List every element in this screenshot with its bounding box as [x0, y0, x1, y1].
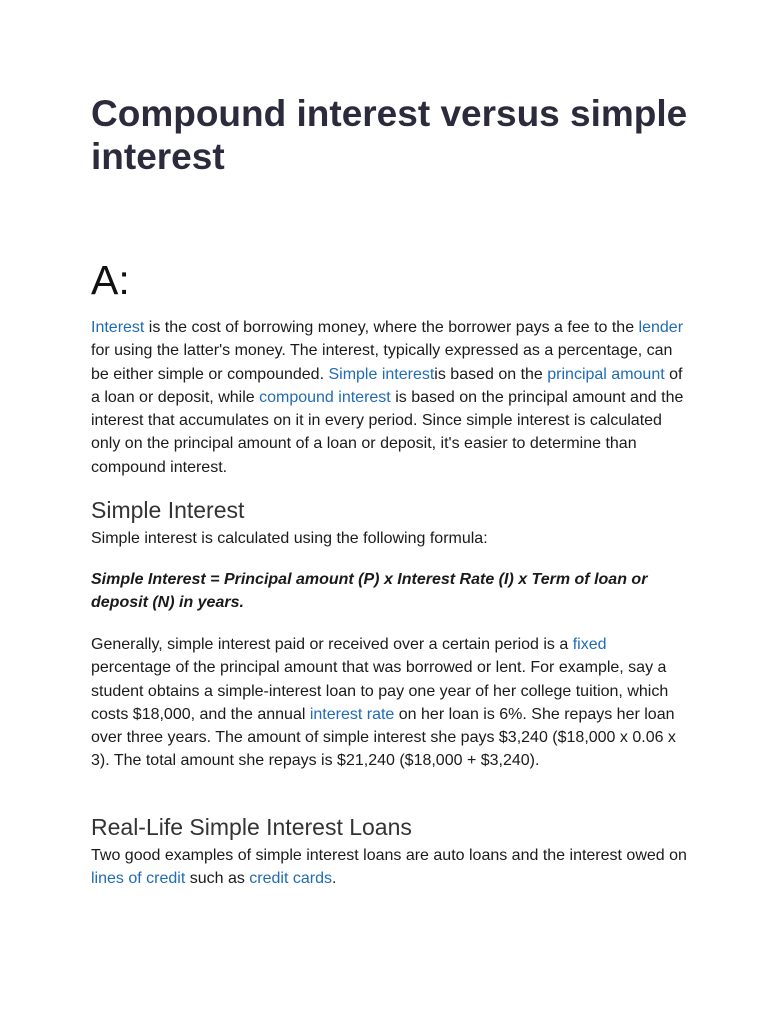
intro-text-3: is based on the: [434, 365, 548, 383]
link-interest[interactable]: Interest: [91, 319, 145, 336]
intro-text-5: is based on the principal amount and the interest that accumulates on it in every period. Since simple interest is calculated only on the principal amount of a loan or deposit, it's easier to determine than compound interest.: [91, 388, 684, 476]
answer-label: A:: [91, 257, 130, 303]
example-text-1: Generally, simple interest paid or received over a certain period is a: [91, 636, 573, 653]
example-text-3: on her loan is 6%. She repays her loan over three years. The amount of simple interest she pays $3,240 ($18,000 x 0.06 x 3). The total amount she repays is $21,240 ($18,000 + $3,240).: [91, 705, 676, 770]
heading-real-life-loans: Real-Life Simple Interest Loans: [91, 814, 412, 840]
real-life-text-3: .: [332, 870, 337, 888]
link-credit-cards[interactable]: credit cards: [249, 870, 332, 888]
link-simple-interest[interactable]: Simple interest: [328, 365, 435, 383]
formula: Simple Interest = Principal amount (P) x Interest Rate (I) x Term of loan or deposit (N) in years.: [91, 571, 648, 612]
page-title: Compound interest versus simple interest: [91, 93, 688, 177]
intro-text-4: of a loan or deposit, while: [91, 365, 683, 406]
link-lines-of-credit[interactable]: lines of credit: [91, 870, 186, 888]
real-life-paragraph: [91, 844, 691, 891]
link-interest-rate[interactable]: interest rate: [309, 705, 395, 723]
heading-simple-interest: Simple Interest: [91, 497, 245, 523]
example-text-2: percentage of the principal amount that was borrowed or lent. For example, say a student obtains a simple-interest loan to pay one year of her college tuition, which costs $18,000, and the annual: [91, 659, 669, 723]
intro-paragraph: [91, 316, 691, 479]
real-life-text-1: Two good examples of simple interest loans are auto loans and the interest owed on: [91, 847, 687, 864]
link-compound-interest[interactable]: compound interest: [259, 388, 391, 406]
link-principal-amount[interactable]: principal amount: [547, 365, 665, 383]
link-fixed[interactable]: fixed: [572, 636, 607, 653]
real-life-text-2: such as: [185, 870, 250, 888]
calc-paragraph: Simple interest is calculated using the following formula:: [91, 530, 488, 547]
intro-text-1: is the cost of borrowing money, where the borrower pays a fee to the: [144, 319, 639, 336]
intro-text-2: for using the latter's money. The interest, typically expressed as a percentage, can be either simple or compounded.: [91, 342, 673, 383]
link-lender[interactable]: lender: [638, 319, 684, 336]
example-paragraph: [91, 633, 691, 773]
